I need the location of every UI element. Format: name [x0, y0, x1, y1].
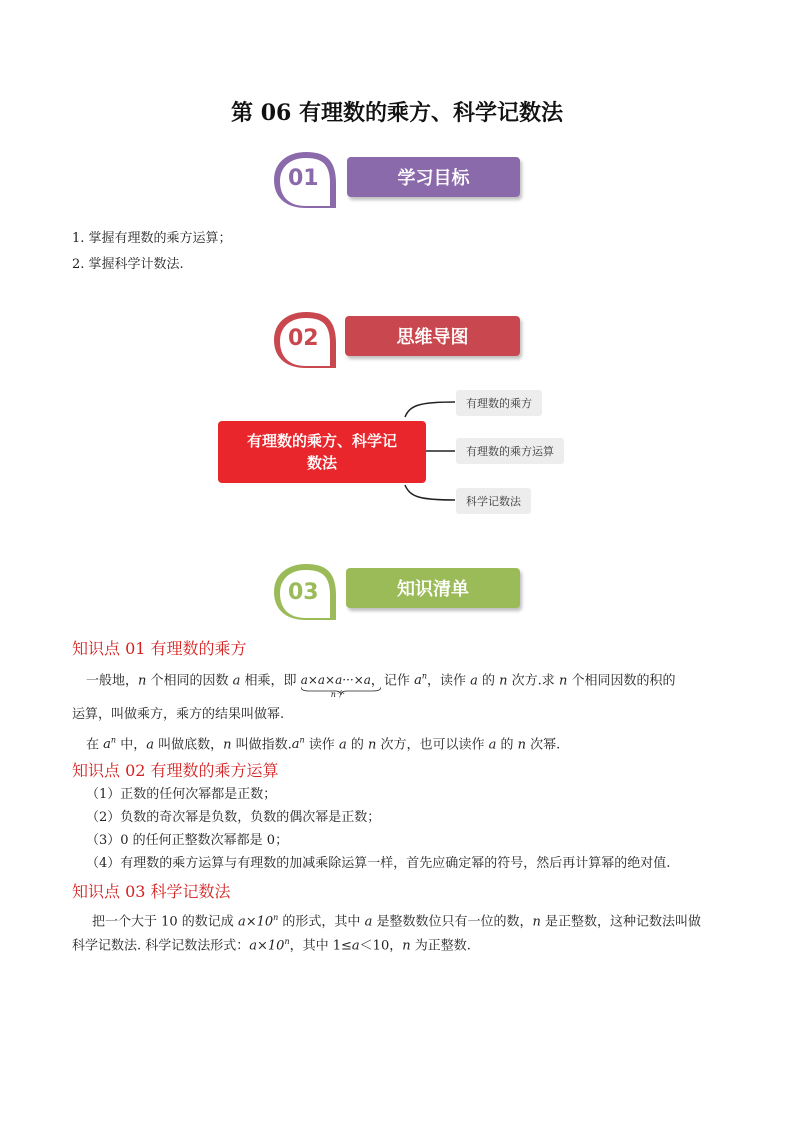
kp1-paragraph3: 在 $a^n$ 中，a 叫做底数，n 叫做指数$.a^n$ 读作 a 的 n 次方，也可以读作 a 的 n 次幂. — [86, 736, 561, 753]
kp2-heading: 知识点 02 有理数的乘方运算 — [72, 761, 279, 780]
kp2-item: （3）0 的任何正整数次幂都是 0； — [86, 833, 289, 848]
section-header-02 — [270, 308, 525, 372]
product-expression: a×a×a···×a n个 — [301, 670, 371, 691]
kp3-heading: 知识点 03 科学记数法 — [72, 882, 231, 901]
mindmap-center-line2: 数法 — [306, 454, 337, 472]
mindmap-child-node: 科学记数法 — [456, 488, 531, 514]
mindmap-center-node — [218, 421, 426, 483]
badge-number: 02 — [288, 326, 319, 351]
section-header-01 — [270, 148, 525, 212]
kp3-line1: 把一个大于 10 的数记成 $a\times 10^n$ 的形式，其中 a 是整数数位只有一位的数，n 是正整数，这种记数法叫做 — [92, 913, 701, 930]
badge-number: 03 — [288, 580, 319, 605]
section-title: 知识清单 — [346, 568, 520, 608]
goal-1: 1. 掌握有理数的乘方运算； — [72, 231, 232, 246]
kp2-item: （2）负数的奇次幂是负数，负数的偶次幂是正数； — [86, 810, 381, 825]
goal-2: 2. 掌握科学计数法. — [72, 257, 184, 272]
kp1-paragraph1: 一般地，n 个相同的因数 a 相乘，即 a×a×a···×a n个 ，记作 $a^n$，读作 a 的 n 次方.求 n 个相同因数的积的 — [86, 672, 676, 700]
mindmap-child-node: 有理数的乘方 — [456, 390, 542, 416]
section-header-03 — [270, 560, 525, 624]
kp1-paragraph2: 运算，叫做乘方，乘方的结果叫做幂. — [72, 707, 285, 722]
kp3-line2: 科学记数法. 科学记数法形式：$a\times 10^n$，其中 1≤a＜10，n 为正整数. — [72, 937, 471, 954]
mindmap-child-node: 有理数的乘方运算 — [456, 438, 564, 464]
page-title: 第 06 有理数的乘方、科学记数法 — [231, 100, 563, 126]
kp2-item: （4）有理数的乘方运算与有理数的加减乘除运算一样，首先应确定幂的符号，然后再计算幂的绝对值. — [86, 856, 671, 871]
mindmap-center-line1: 有理数的乘方、科学记 — [246, 432, 397, 450]
badge-number: 01 — [288, 166, 319, 191]
section-title: 思维导图 — [345, 316, 520, 356]
underbrace-label: n个 — [330, 690, 344, 700]
kp1-heading: 知识点 01 有理数的乘方 — [72, 639, 247, 658]
section-title: 学习目标 — [347, 157, 520, 197]
kp2-item: （1）正数的任何次幂都是正数； — [86, 787, 277, 802]
